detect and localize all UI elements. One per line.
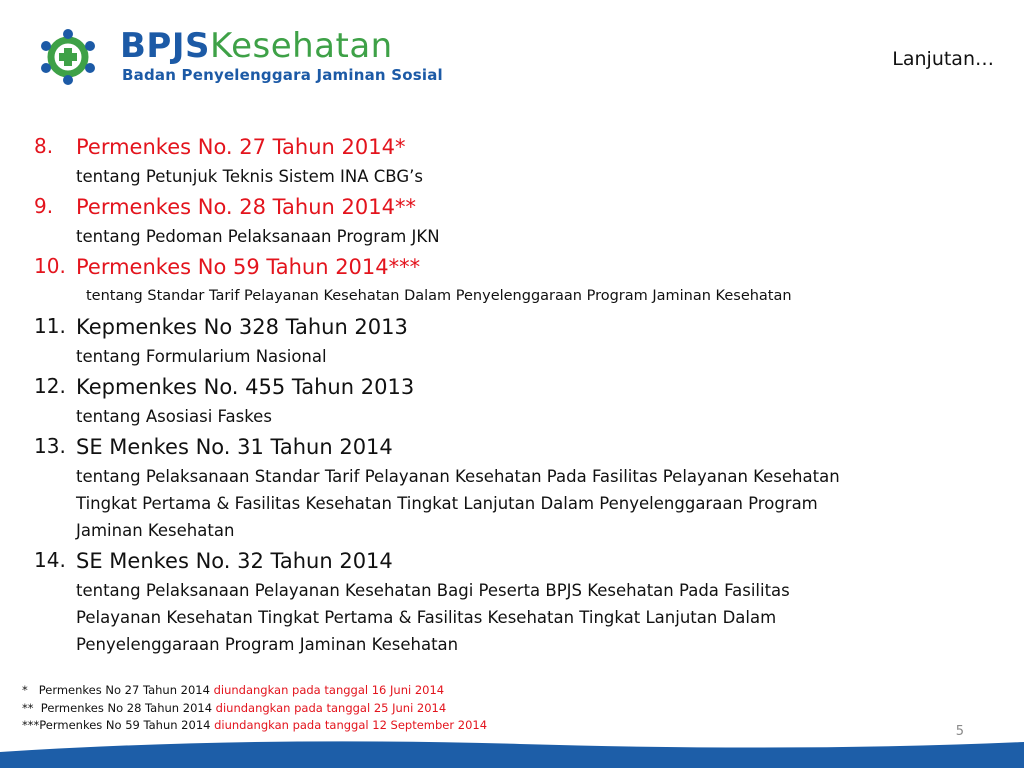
regulation-number: 9.	[34, 194, 54, 218]
regulation-description: Pelayanan Kesehatan Tingkat Pertama & Fasilitas Kesehatan Tingkat Lanjutan Dalam	[76, 608, 777, 627]
regulation-item	[34, 132, 994, 190]
regulation-item	[34, 432, 994, 544]
regulation-item	[34, 312, 994, 370]
regulation-number: 8.	[34, 134, 54, 158]
regulation-item	[34, 252, 994, 310]
continuation-label: Lanjutan…	[892, 48, 994, 70]
regulation-title: SE Menkes No. 32 Tahun 2014	[76, 549, 393, 573]
regulation-description: Tingkat Pertama & Fasilitas Kesehatan Tingkat Lanjutan Dalam Penyelenggaraan Program	[76, 494, 818, 513]
regulation-title: Kepmenkes No. 455 Tahun 2013	[76, 375, 415, 399]
logo-subtitle: Badan Penyelenggara Jaminan Sosial	[122, 66, 443, 84]
footnote-date: diundangkan pada tanggal 12 September 2014	[214, 718, 488, 732]
regulation-description: tentang Pelaksanaan Standar Tarif Pelayanan Kesehatan Pada Fasilitas Pelayanan Kesehatan	[76, 467, 840, 486]
footnote-line	[22, 700, 487, 718]
regulation-title: Kepmenkes No 328 Tahun 2013	[76, 315, 408, 339]
regulation-number: 10.	[34, 254, 66, 278]
regulation-title: SE Menkes No. 31 Tahun 2014	[76, 435, 393, 459]
bpjs-logo	[38, 26, 443, 88]
footnote-text: ** Permenkes No 28 Tahun 2014	[22, 700, 216, 715]
regulation-title: Permenkes No 59 Tahun 2014***	[76, 255, 421, 279]
regulation-item	[34, 192, 994, 250]
regulation-description: Penyelenggaraan Program Jaminan Kesehatan	[76, 635, 459, 654]
regulation-number: 12.	[34, 374, 66, 398]
regulation-number: 14.	[34, 548, 66, 572]
footnote-text: ***Permenkes No 59 Tahun 2014	[22, 718, 215, 732]
regulation-list	[34, 132, 994, 660]
bpjs-logo-mark-icon	[38, 28, 98, 86]
regulation-description: tentang Petunjuk Teknis Sistem INA CBG’s	[76, 167, 423, 186]
footer-wave-decoration	[0, 738, 1024, 768]
regulation-description: tentang Pelaksanaan Pelayanan Kesehatan Bagi Peserta BPJS Kesehatan Pada Fasilitas	[76, 581, 790, 600]
regulation-description: tentang Asosiasi Faskes	[76, 407, 272, 426]
regulation-item	[34, 546, 994, 658]
regulation-description: Jaminan Kesehatan	[76, 521, 235, 540]
footnote-date: diundangkan pada tanggal 25 Juni 2014	[215, 700, 447, 715]
regulation-number: 13.	[34, 434, 66, 458]
regulation-title: Permenkes No. 27 Tahun 2014*	[76, 135, 406, 159]
logo-wordmark	[120, 26, 393, 66]
footnote-line	[22, 717, 487, 735]
logo-brand-secondary: Kesehatan	[209, 26, 393, 66]
page-number: 5	[955, 724, 964, 739]
regulation-description: tentang Pedoman Pelaksanaan Program JKN	[76, 227, 440, 246]
regulation-title: Permenkes No. 28 Tahun 2014**	[76, 195, 416, 219]
footnote-line	[22, 682, 487, 700]
footnote-text: * Permenkes No 27 Tahun 2014	[22, 683, 214, 697]
footnote-date: diundangkan pada tanggal 16 Juni 2014	[213, 683, 445, 697]
footnotes	[22, 682, 487, 735]
regulation-description: tentang Standar Tarif Pelayanan Kesehatan Dalam Penyelenggaraan Program Jaminan Kesehatan	[86, 288, 792, 304]
logo-brand: BPJS	[120, 26, 210, 66]
regulation-item	[34, 372, 994, 430]
regulation-number: 11.	[34, 314, 66, 338]
regulation-description: tentang Formularium Nasional	[76, 347, 327, 366]
